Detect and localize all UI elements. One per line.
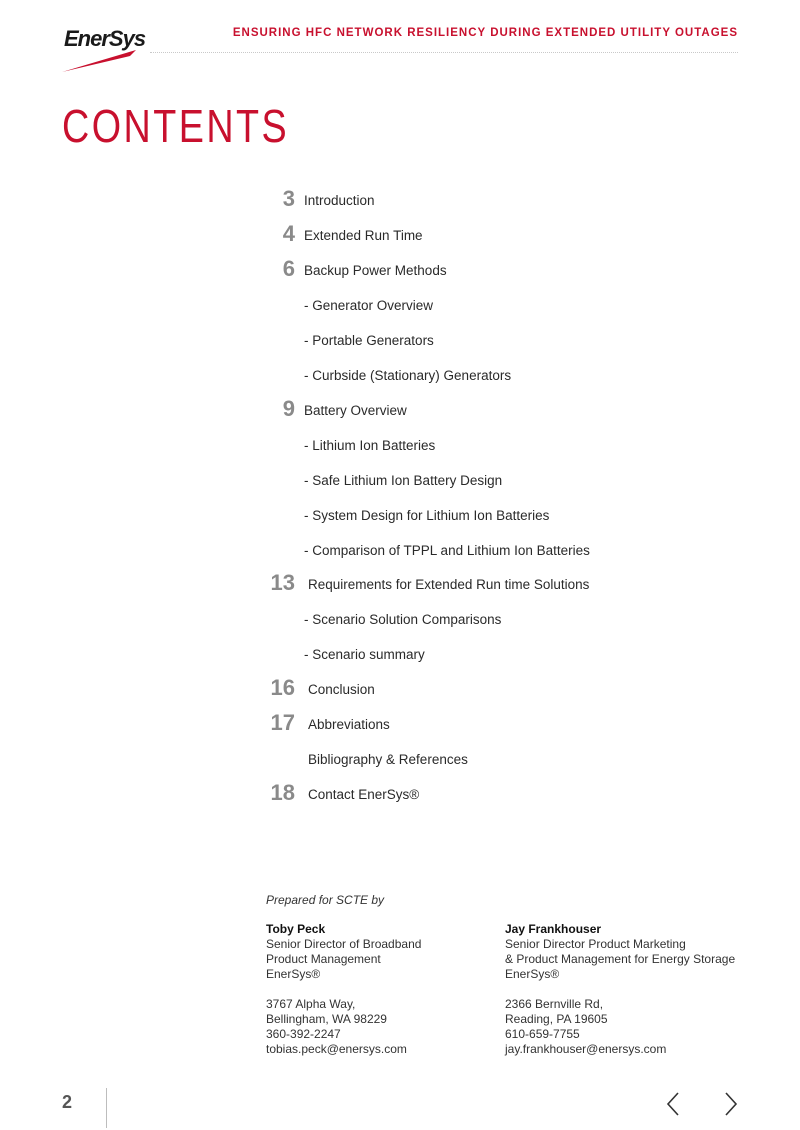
toc-label: Conclusion: [308, 682, 375, 697]
contact-address-line: 3767 Alpha Way,: [266, 997, 356, 1011]
toc-entry[interactable]: [0, 639, 800, 673]
toc-entry[interactable]: [0, 535, 800, 569]
enersys-logo: [60, 22, 146, 74]
contact-name: Jay Frankhouser: [505, 922, 602, 936]
contact-email[interactable]: tobias.peck@enersys.com: [266, 1042, 407, 1056]
toc-label: Contact EnerSys®: [308, 787, 420, 802]
toc-label: - Scenario summary: [304, 647, 425, 662]
contact-email[interactable]: jay.frankhouser@enersys.com: [505, 1042, 667, 1056]
toc-entry[interactable]: [0, 395, 800, 429]
toc-label: Battery Overview: [304, 403, 407, 418]
contact-address-line: Reading, PA 19605: [505, 1012, 608, 1026]
toc-entry[interactable]: [0, 569, 800, 603]
toc-label: Requirements for Extended Run time Solutions: [308, 577, 590, 592]
toc-page-number: 4: [282, 221, 295, 246]
contact-phone: 610-659-7755: [505, 1027, 580, 1041]
contact-address-line: 2366 Bernville Rd,: [505, 997, 604, 1011]
toc-entry[interactable]: [0, 744, 800, 778]
contact-card: [266, 922, 421, 1057]
toc-page-number: 17: [270, 710, 295, 735]
toc-page-number: 13: [270, 570, 295, 595]
logo-swoosh-icon: [60, 48, 140, 74]
document-title: ENSURING HFC NETWORK RESILIENCY DURING EXTENDED UTILITY OUTAGES: [232, 27, 738, 39]
toc-page-number: 6: [282, 256, 295, 281]
toc-entry[interactable]: [0, 674, 800, 708]
logo-wordmark: EnerSys: [64, 26, 146, 51]
toc-label: - System Design for Lithium Ion Batteries: [304, 508, 550, 523]
toc-label: - Portable Generators: [304, 333, 434, 348]
toc-label: Introduction: [304, 193, 375, 208]
toc-entry[interactable]: [0, 779, 800, 813]
page-number: 2: [62, 1092, 73, 1112]
contact-card: [505, 922, 735, 1057]
toc-entry[interactable]: [0, 430, 800, 464]
toc-label: Extended Run Time: [304, 228, 423, 243]
toc-entry[interactable]: [0, 290, 800, 324]
prepared-for-note: Prepared for SCTE by: [266, 893, 385, 907]
toc-page-number: 3: [282, 186, 295, 211]
toc-entry[interactable]: [0, 185, 800, 219]
toc-label: Bibliography & References: [308, 752, 468, 767]
contact-name: Toby Peck: [266, 922, 326, 936]
toc-label: Backup Power Methods: [304, 263, 447, 278]
contact-title-line: Senior Director of Broadband: [266, 937, 422, 951]
toc-label: - Safe Lithium Ion Battery Design: [304, 473, 503, 488]
contact-company: EnerSys®: [505, 967, 560, 981]
toc-page-number: 9: [282, 396, 295, 421]
next-page-button[interactable]: [716, 1090, 744, 1118]
contact-address-line: Bellingham, WA 98229: [266, 1012, 387, 1026]
toc-label: Abbreviations: [308, 717, 390, 732]
toc-label: - Lithium Ion Batteries: [304, 438, 436, 453]
toc-label: - Comparison of TPPL and Lithium Ion Batteries: [304, 543, 590, 558]
footer-divider: [106, 1088, 107, 1128]
toc-entry[interactable]: [0, 465, 800, 499]
toc-label: - Generator Overview: [304, 298, 434, 313]
toc-label: - Scenario Solution Comparisons: [304, 612, 502, 627]
page-heading: CONTENTS: [62, 100, 290, 152]
contact-title-line: & Product Management for Energy Storage: [505, 952, 736, 966]
toc-entry[interactable]: [0, 255, 800, 289]
toc-label: - Curbside (Stationary) Generators: [304, 368, 512, 383]
contact-title-line: Senior Director Product Marketing: [505, 937, 686, 951]
contact-phone: 360-392-2247: [266, 1027, 341, 1041]
toc-page-number: 18: [270, 780, 295, 805]
toc-entry[interactable]: [0, 500, 800, 534]
toc-entry[interactable]: [0, 220, 800, 254]
toc-entry[interactable]: [0, 360, 800, 394]
toc-entry[interactable]: [0, 325, 800, 359]
contact-company: EnerSys®: [266, 967, 321, 981]
previous-page-button[interactable]: [660, 1090, 688, 1118]
header-divider: [150, 52, 738, 53]
chevron-left-icon: [660, 1090, 688, 1118]
toc-entry[interactable]: [0, 604, 800, 638]
chevron-right-icon: [716, 1090, 744, 1118]
toc-page-number: 16: [270, 675, 295, 700]
contact-title-line: Product Management: [266, 952, 381, 966]
toc-entry[interactable]: [0, 709, 800, 743]
